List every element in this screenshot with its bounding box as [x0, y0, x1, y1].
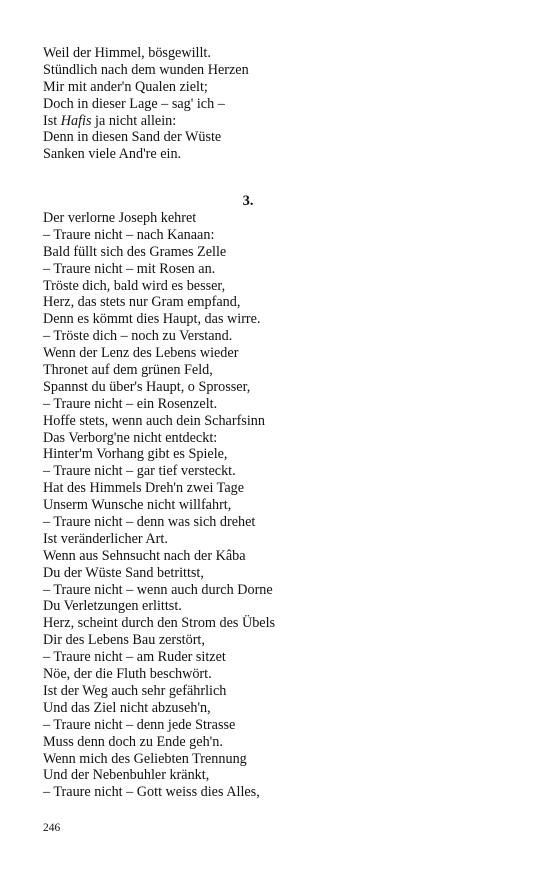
poem-line: – Traure nicht – mit Rosen an. — [43, 260, 216, 277]
poem-line: Und das Ziel nicht abzuseh'n, — [43, 699, 211, 716]
poem-line: – Traure nicht – denn was sich drehet — [43, 514, 256, 531]
poem-line: Muss denn doch zu Ende geh'n. — [43, 733, 223, 750]
poem-line: Stündlich nach dem wunden Herzen — [43, 61, 249, 78]
poem-line: Wenn der Lenz des Lebens wieder — [43, 345, 239, 362]
poem-line: Unserm Wunsche nicht willfahrt, — [43, 497, 232, 514]
poem-line: – Tröste dich – noch zu Verstand. — [43, 328, 233, 345]
poem-line: – Traure nicht – ein Rosenzelt. — [43, 395, 218, 412]
poem-line: Hoffe stets, wenn auch dein Scharfsinn — [43, 412, 265, 429]
poem-line: Ist veränderlicher Art. — [43, 530, 168, 547]
page-number: 246 — [43, 822, 61, 834]
line-text-after: ja nicht allein: — [91, 112, 177, 129]
poem-line: Denn in diesen Sand der Wüste — [43, 129, 222, 146]
poem-line: Herz, scheint durch den Strom des Übels — [43, 615, 276, 632]
poem-line: Das Verborg'ne nicht entdeckt: — [43, 429, 218, 446]
poem-line: Du Verletzungen erlittst. — [43, 598, 182, 615]
poem-line: Der verlorne Joseph kehret — [43, 210, 197, 226]
poem-line: – Traure nicht – denn jede Strasse — [43, 716, 236, 733]
poem-line: Thronet auf dem grünen Feld, — [43, 362, 213, 379]
poem-line: Dir des Lebens Bau zerstört, — [43, 632, 205, 649]
poem-line: Bald füllt sich des Grames Zelle — [43, 243, 227, 260]
poem-stanza-2 — [43, 210, 513, 801]
poem-stanza-1 — [43, 45, 513, 163]
poem-line: Doch in dieser Lage – sag' ich – — [43, 95, 225, 112]
poem-line: Du der Wüste Sand betrittst, — [43, 564, 204, 581]
poem-line: Nöe, der die Fluth beschwört. — [43, 666, 212, 683]
poem-line: – Traure nicht – wenn auch durch Dorne — [43, 581, 273, 598]
poem-line: – Traure nicht – Gott weiss dies Alles, — [43, 784, 260, 801]
poem-line: Sanken viele And're ein. — [43, 146, 182, 163]
poem-line: Spannst du über's Haupt, o Sprosser, — [43, 378, 251, 395]
poem-line: Herz, das stets nur Gram empfand, — [43, 294, 241, 311]
poem-line: Ist der Weg auch sehr gefährlich — [43, 682, 227, 699]
poem-line: Hinter'm Vorhang gibt es Spiele, — [43, 446, 228, 463]
poem-line-with-italic-name — [43, 113, 513, 130]
poem-line: Weil der Himmel, bösgewillt. — [43, 45, 211, 61]
italic-name-hafis: Hafis — [60, 112, 92, 129]
section-number: 3. — [242, 193, 254, 209]
line-text-before: Ist — [43, 112, 61, 129]
poem-line: Tröste dich, bald wird es besser, — [43, 277, 226, 294]
poem-line: Wenn aus Sehnsucht nach der Kâba — [43, 547, 246, 564]
poem-line: Wenn mich des Geliebten Trennung — [43, 750, 247, 767]
poem-line: Und der Nebenbuhler kränkt, — [43, 767, 210, 784]
poem-line: Denn es kömmt dies Haupt, das wirre. — [43, 311, 261, 328]
poem-line: – Traure nicht – am Ruder sitzet — [43, 649, 226, 666]
poem-line: Mir mit ander'n Qualen zielt; — [43, 78, 208, 95]
poem-line: Hat des Himmels Dreh'n zwei Tage — [43, 480, 245, 497]
poem-line: – Traure nicht – gar tief versteckt. — [43, 463, 236, 480]
poem-line: – Traure nicht – nach Kanaan: — [43, 226, 215, 243]
